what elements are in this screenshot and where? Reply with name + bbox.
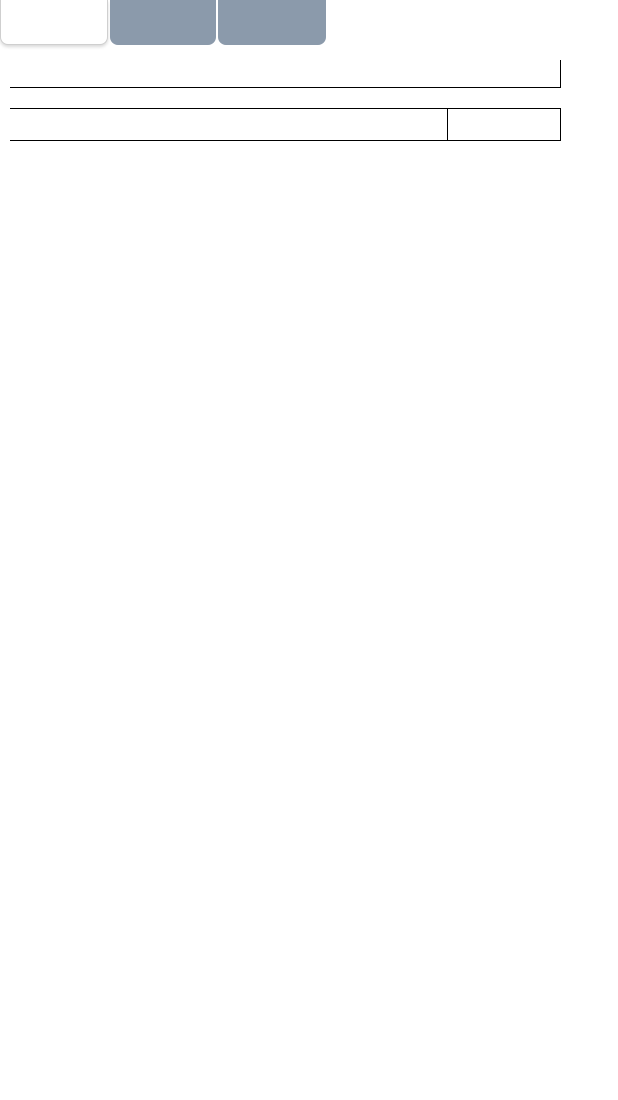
sheet-title: [10, 60, 560, 86]
title-right-border: [560, 60, 561, 88]
sheet-subtitle: [10, 87, 560, 109]
opening-balance-value: [447, 108, 561, 140]
sheet-tab-bar: [0, 0, 618, 48]
tab-plan2[interactable]: [110, 0, 216, 45]
tab-plan1[interactable]: [0, 0, 108, 45]
opening-balance-label: [10, 108, 447, 140]
opening-balance-row[interactable]: [10, 108, 561, 141]
tab-plan3[interactable]: [218, 0, 326, 45]
